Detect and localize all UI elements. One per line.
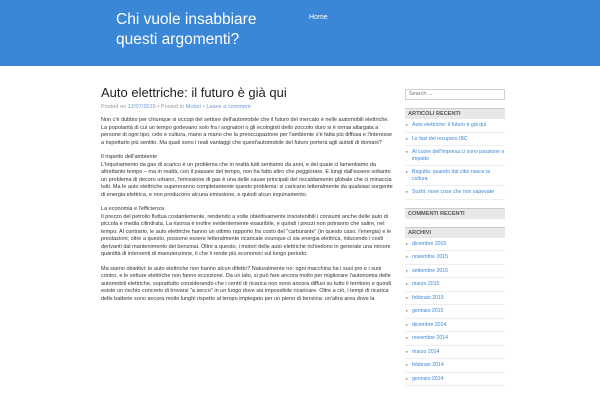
nav-home-link[interactable]: Home <box>309 14 328 21</box>
archives-list <box>405 238 505 387</box>
archive-link[interactable]: ▸ novembre 2015 <box>405 251 505 265</box>
meta-category-link[interactable]: Motori <box>185 104 202 110</box>
meta-posted-in: • Posted in <box>157 104 185 110</box>
search-input[interactable] <box>405 89 505 100</box>
post-paragraph: Ma siamo obiettivi: le auto elettriche non hanno alcun difetto? Naturalmente no: ogni macchina ha i suoi pro e i suoi contro, e le vetture elettriche non fanno eccezione. Da un lato, si può fare ancora molto per migliorare l'autonomia delle automobili elettriche, soprattutto considerando che i centri di ricarica non sono ancora diffusi su tutto il territorio e quindi esiste un rischio concreto di trovarsi "a secco" in un luogo dove sia impossibile ricaricare. Oltre a ciò, i tempi di ricarica delle batterie sono ancora molto lunghi rispetto al tempo impiegato per un pieno di benzina: un'altra area dove la <box>101 265 392 302</box>
archive-link[interactable]: ▸ dicembre 2015 <box>405 238 505 252</box>
recent-posts-list <box>405 119 505 200</box>
meta-date-link[interactable]: 12/07/2015 <box>127 104 156 110</box>
meta-comment-sep: • <box>202 104 205 110</box>
post-body <box>101 117 395 303</box>
site-header <box>0 0 600 66</box>
post-article <box>101 84 395 310</box>
meta-comment-link[interactable]: Leave a comment <box>206 104 251 110</box>
recent-post-link[interactable]: ▸ Sushi: nove cose che non sapevate <box>405 186 505 200</box>
archive-link[interactable]: ▸ marzo 2014 <box>405 346 505 360</box>
post-meta <box>101 104 395 110</box>
recent-comments-widget <box>405 208 505 219</box>
archive-link[interactable]: ▸ febbraio 2015 <box>405 292 505 306</box>
site-title[interactable]: Chi vuole insabbiare questi argomenti? <box>116 11 257 48</box>
archive-link[interactable]: ▸ marzo 2015 <box>405 278 505 292</box>
post-section <box>101 154 395 199</box>
section-heading: La economia e l'efficienza <box>101 206 165 212</box>
meta-prefix: Posted on <box>101 104 127 110</box>
archive-link[interactable]: ▸ settembre 2015 <box>405 265 505 279</box>
post-title[interactable]: Auto elettriche: il futuro è già qui <box>101 85 287 100</box>
recent-post-link[interactable]: ▸ Al cuore dell'impresa ci sono passione e impatto <box>405 146 505 166</box>
post-paragraph: L'inquinamento da gas di scarico è un problema che in realtà tutti sentiamo da anni, e del quale ci lamentiamo da altrettanto tempo – ma in realtà, con il passare del tempo, non ha fatto altro che peggiorare. E lungi dall'essere soltanto un problema di decoro urbano, l'emissione di gas è una delle cause principali del riscaldamento globale che ci minaccia tutti. Ma le auto elettriche supereranno completamente questo problema: si caricano letteralmente da qualsiasi sorgente di energia elettrica, e non producono alcuna emissione, e quindi alcun inquinamento. <box>101 161 393 198</box>
archive-link[interactable]: ▸ febbraio 2014 <box>405 359 505 373</box>
archive-link[interactable]: ▸ novembre 2014 <box>405 332 505 346</box>
archive-link[interactable]: ▸ dicembre 2014 <box>405 319 505 333</box>
recent-post-link[interactable]: ▸ Bagutta: quando dal cibo nasce la cultura <box>405 166 505 186</box>
recent-post-link[interactable]: ▸ Auto elettriche: il futuro è già qui <box>405 119 505 133</box>
recent-post-link[interactable]: ▸ Le fasi del recupero IBC <box>405 133 505 147</box>
widget-title: ARTICOLI RECENTI <box>405 108 505 119</box>
section-heading: Il rispetto dell'ambiente <box>101 154 158 160</box>
widget-title: COMMENTI RECENTI <box>405 208 505 219</box>
archives-widget <box>405 227 505 387</box>
widget-title: ARCHIVI <box>405 227 505 238</box>
post-paragraph: Il prezzo del petrolio fluttua costantemente, rendendo a volte obiettivamente insostenibili i consumi anche delle auto di piccola e media cilindrata. La risorsa è inoltre evidentemente esauribile, e quindi i prezzi non potranno che salire, nel tempo. Al contrario, le auto elettriche hanno un ottimo rapporto fra costo del "carburante" (in questo caso, l'energia) e le prestazioni; oltre a questo, possono essere letteralmente ricaricate ovunque ci sia energia elettrica, riducendo i costi derivanti dal mantenimento dei benzinai. Oltre a questo, i motori delle auto elettriche richiedono in generale una minore quantità di interventi di manutenzione, il che li rende più economici sul lungo periodo. <box>101 213 392 257</box>
recent-posts-widget <box>405 108 505 200</box>
post-paragraph: Non c'è dubbio per chiunque si occupi del settore dell'automobile che il futuro del mercato è nelle automobili elettriche. La popolarità di cui un tempo godevano solo fra i sognatori o gli ecologisti dello zoccolo duro si è ormai allargata a persone di ogni tipo, ceto e cultura, mano a mano che la preoccupazione per l'ambiente s'è fatta più diffusa e l'interesse a rispettarlo più sentito. Ma quali sono i reali vantaggi che quest'automobile del futuro porterà agli autisti di domani? <box>101 117 393 146</box>
sidebar <box>405 82 505 386</box>
archive-link[interactable]: ▸ gennaio 2015 <box>405 305 505 319</box>
archive-link[interactable]: ▸ gennaio 2014 <box>405 373 505 387</box>
post-section <box>101 206 395 259</box>
